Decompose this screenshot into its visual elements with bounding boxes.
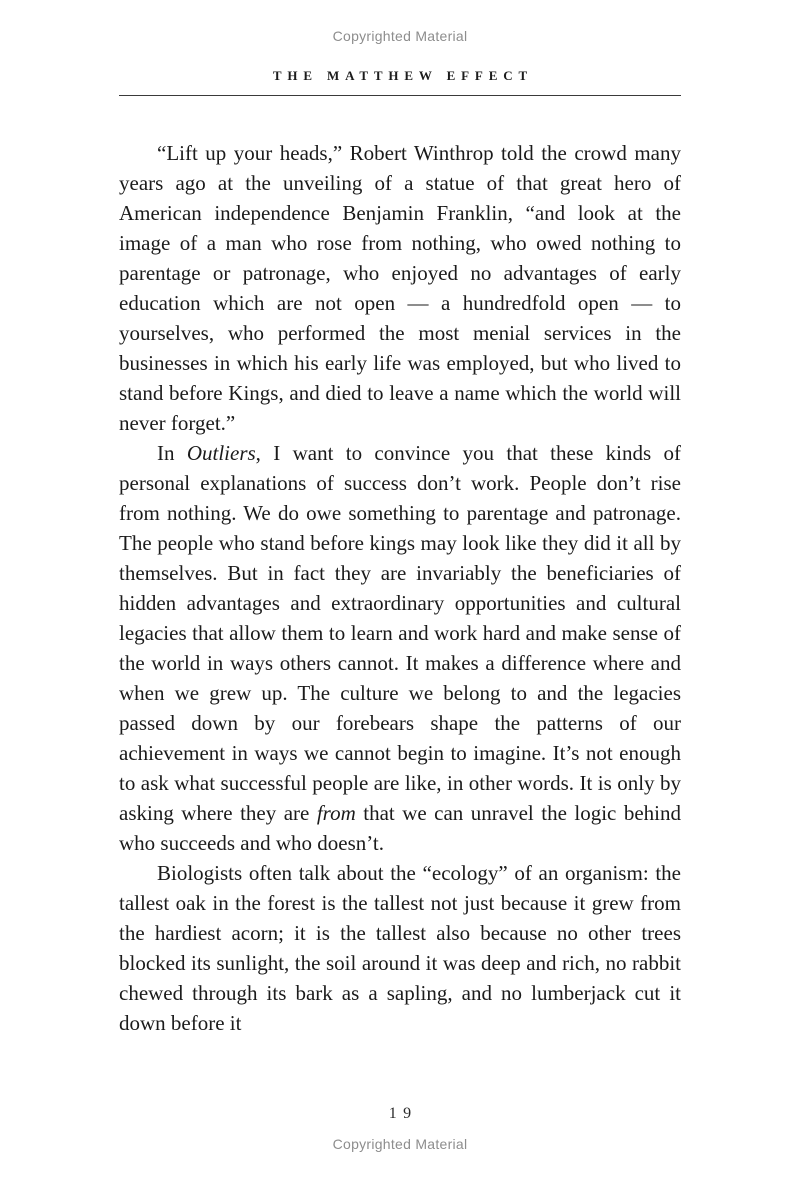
- paragraph-1-text: “Lift up your heads,” Robert Winthrop told the crowd many years ago at the unveiling of a statue of that great hero of American independence Benjamin Franklin, “and look at the image of a man who rose from nothing, who owed nothing to parentage or patronage, who enjoyed no advantages of early education which are not open — a hundredfold open — to yourselves, who performed the most menial services in the businesses in which his early life was employed, but who lived to stand before Kings, and died to leave a name which the world will never forget.”: [119, 141, 681, 435]
- emphasized-word-from: from: [316, 801, 356, 825]
- paragraph-2-text: In: [157, 441, 187, 465]
- copyright-notice-top: Copyrighted Material: [332, 28, 468, 44]
- chapter-header: [119, 68, 681, 96]
- paragraph-2-text: , I want to convince you that these kinds of personal explanations of success don’t work. People don’t rise from nothing. We do owe something to parentage and patronage. The people who stand before kings may look like they did it all by themselves. But in fact they are invariably the beneficiaries of hidden advantages and extraordinary opportunities and cultural legacies that allow them to learn and work hard and make sense of the world in ways others cannot. It makes a difference where and when we grew up. The culture we belong to and the legacies passed down by our forebears shape the patterns of our achievement in ways we cannot begin to imagine. It’s not enough to ask what successful people are like, in other words. It is only by asking where they are: [119, 441, 681, 825]
- chapter-title: THE MATTHEW EFFECT: [272, 68, 533, 83]
- page-body: [119, 138, 681, 1038]
- book-title-outliers: Outliers: [186, 441, 256, 465]
- header-rule: [119, 95, 681, 96]
- page-footer: [0, 1105, 800, 1152]
- paragraph-3-text: Biologists often talk about the “ecology” of an organism: the tallest oak in the forest is the tallest not just because it grew from the hardiest acorn; it is the tallest also because no other trees blocked its sunlight, the soil around it was deep and rich, no rabbit chewed through its bark as a sapling, and no lumberjack cut it down before it: [119, 861, 681, 1035]
- paragraph-3: [119, 858, 681, 1038]
- copyright-notice-bottom: Copyrighted Material: [332, 1136, 468, 1152]
- paragraph-2-text: that we can unravel the logic behind who succeeds and who doesn’t.: [119, 801, 681, 855]
- page-number: 19: [388, 1105, 418, 1122]
- paragraph-2: [119, 438, 681, 858]
- paragraph-1: [119, 138, 681, 438]
